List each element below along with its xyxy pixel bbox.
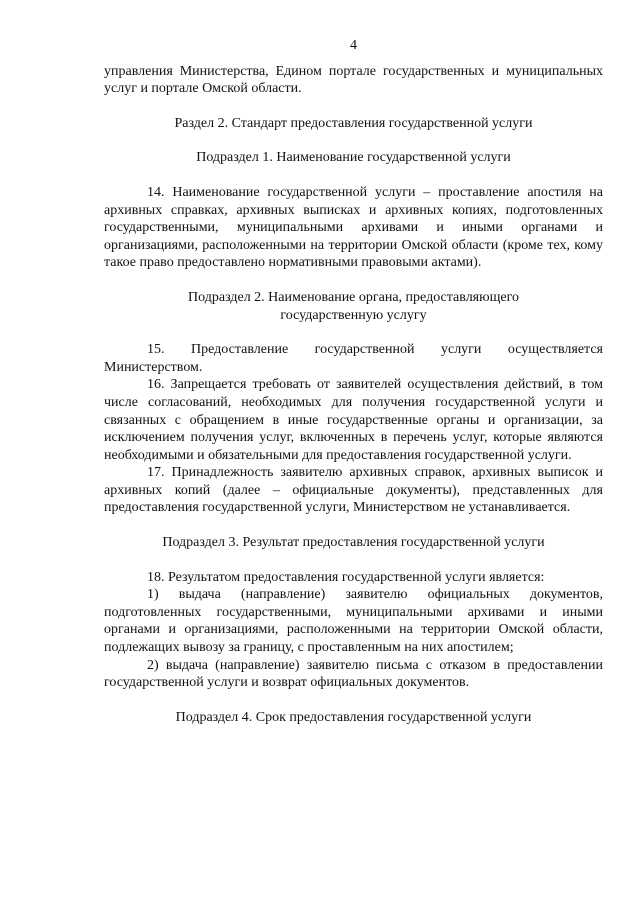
paragraph-18: 18. Результатом предоставления государственной услуги является: xyxy=(147,569,545,585)
spacer xyxy=(104,272,603,289)
spacer xyxy=(104,552,603,569)
paragraph-18-item-1: 1) выдача (направление) заявителю официальных документов, подготовленных государственными, муниципальными архивами и иными органами и организациями, расположенными на территории Омской области, подлежащих вывозу за границу, с проставленным на них апостилем; xyxy=(104,587,603,656)
subsection-1-title: Подраздел 1. Наименование государственной услуги xyxy=(196,150,511,166)
spacer xyxy=(104,98,603,115)
spacer xyxy=(104,517,603,534)
subsection-4-title: Подраздел 4. Срок предоставления государственной услуги xyxy=(175,709,532,725)
paragraph-18-item-2: 2) выдача (направление) заявителю письма с отказом в предоставлении государственной услуги и возврат официальных документов. xyxy=(104,657,603,691)
page-number: 4 xyxy=(350,38,357,53)
spacer xyxy=(104,167,603,184)
paragraph-15: 15. Предоставление государственной услуги осуществляется Министерством. xyxy=(104,342,603,375)
spacer xyxy=(104,324,603,341)
paragraph-16: 16. Запрещается требовать от заявителей осуществления действий, в том числе согласований, необходимых для получения государственной услуги и связанных с обращением в иные государственные органы и организации, за исключением получения услуг, включенных в перечень услуг, которые являются необходимыми и обязательными для предоставления государственной услуги. xyxy=(104,377,603,463)
subsection-2-title-line-1: Подраздел 2. Наименование органа, предоставляющего xyxy=(188,289,519,305)
intro-paragraph: управления Министерства, Едином портале государственных и муниципальных услуг и портале Омской области. xyxy=(104,63,603,97)
section-title: Раздел 2. Стандарт предоставления государственной услуги xyxy=(174,115,533,131)
subsection-3-title: Подраздел 3. Результат предоставления государственной услуги xyxy=(162,535,545,551)
paragraph-14: 14. Наименование государственной услуги – проставление апостиля на архивных справках, архивных выписках и архивных копиях, подготовленных государственными, муниципальными архивами и иными органами и организациями, расположенными на территории Омской области (кроме тех, кому такое право предоставлено нормативными правовыми актами). xyxy=(104,184,603,271)
spacer xyxy=(104,132,603,149)
spacer xyxy=(104,692,603,709)
paragraph-17: 17. Принадлежность заявителю архивных справок, архивных выписок и архивных копий (далее – официальные документы), представленных для предоставления государственной услуги, Министерством не устанавливается. xyxy=(104,465,603,516)
subsection-2-title-line-2: государственную услугу xyxy=(280,307,427,323)
